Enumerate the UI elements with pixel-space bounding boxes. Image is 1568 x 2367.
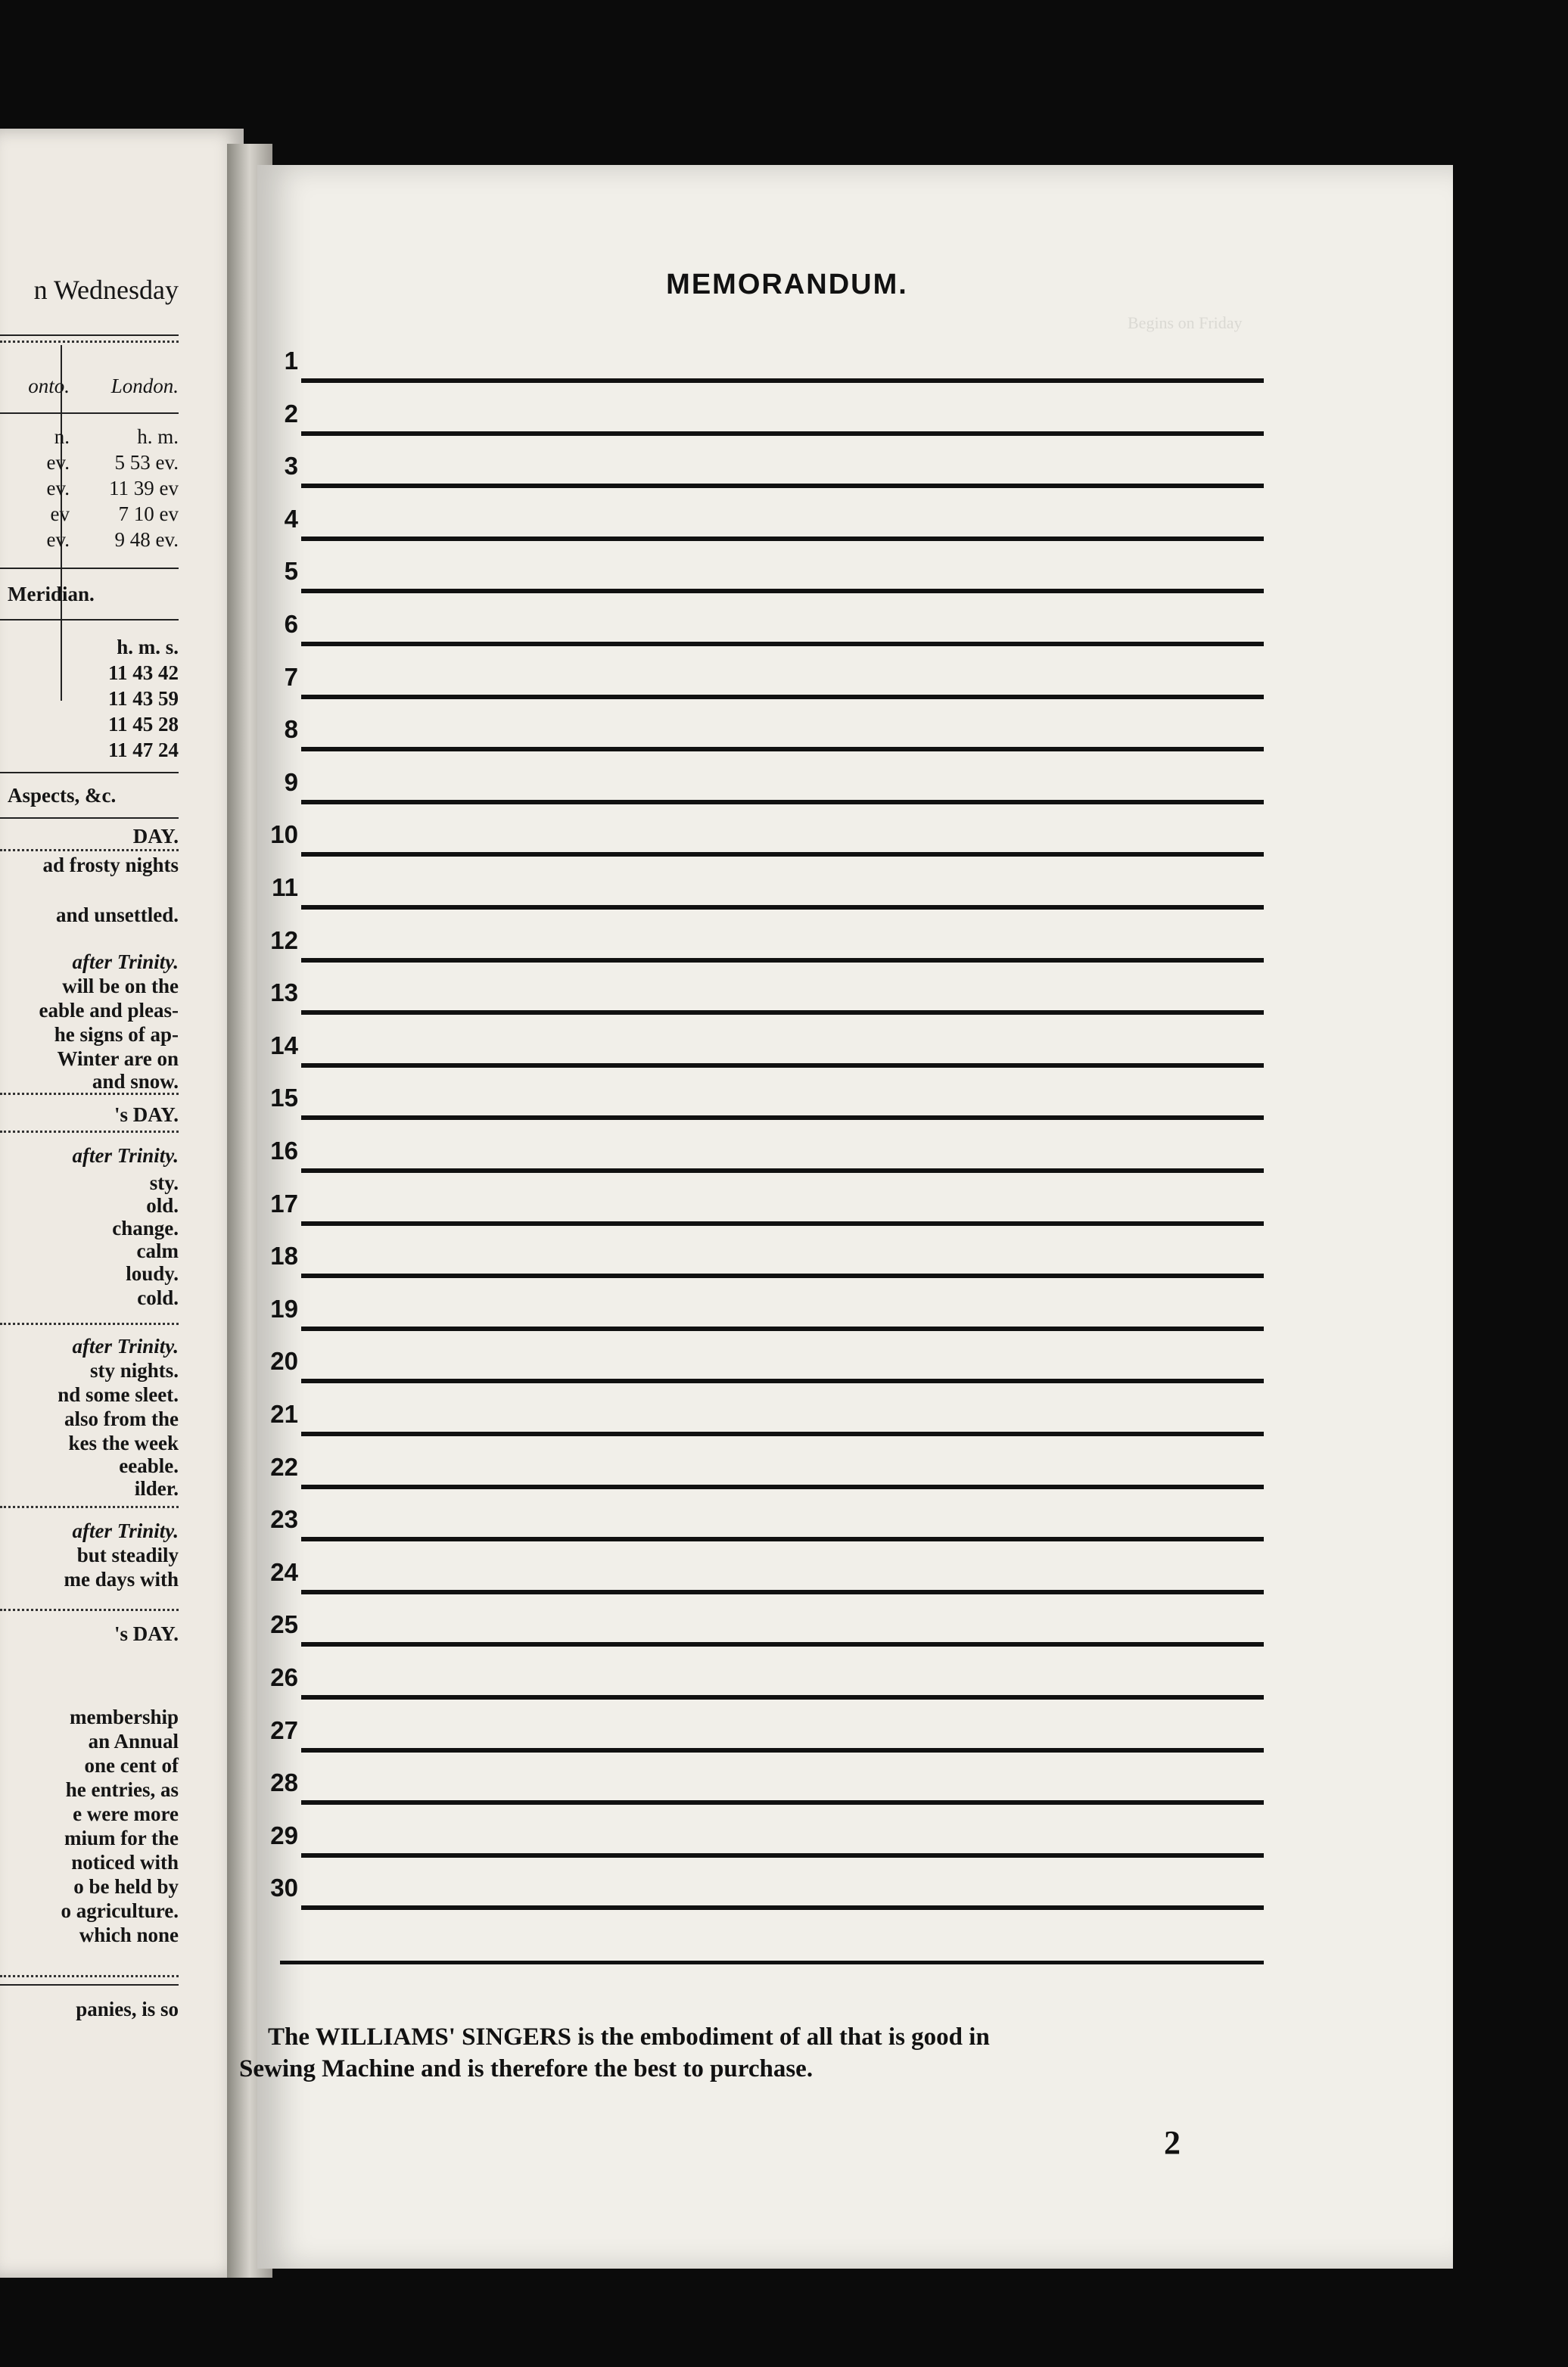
memo-line — [257, 1874, 1453, 1921]
memo-line — [257, 1453, 1453, 1500]
left-page-line: Winter are on — [57, 1047, 179, 1070]
line-number: 11 — [272, 873, 298, 901]
left-page-line: which none — [79, 1924, 179, 1946]
page-title: MEMORANDUM. — [666, 269, 908, 300]
time-london: 7 10 ev — [118, 502, 179, 525]
line-rule — [301, 1327, 1264, 1331]
line-number: 26 — [270, 1663, 298, 1691]
line-number: 13 — [270, 978, 298, 1007]
left-page-line: ad frosty nights — [42, 854, 179, 876]
memo-line — [257, 1558, 1453, 1605]
units-london: h. m. — [137, 425, 179, 448]
left-page-line: sty. — [149, 1171, 179, 1194]
line-number: 30 — [270, 1874, 298, 1902]
memo-line — [257, 1347, 1453, 1394]
left-page-line: and snow. — [92, 1070, 179, 1093]
left-page-line: o be held by — [73, 1875, 179, 1898]
line-rule — [301, 1168, 1264, 1173]
memo-line — [257, 663, 1453, 710]
line-number: 14 — [270, 1031, 298, 1059]
line-rule — [301, 1115, 1264, 1120]
memo-line — [257, 1190, 1453, 1236]
left-page-line: kes the week — [68, 1432, 179, 1454]
memo-line — [257, 347, 1453, 393]
advert-line-1: The WILLIAMS' SINGERS is the embodiment of all that is good in — [268, 2023, 990, 2051]
left-page-line: membership — [70, 1706, 179, 1728]
left-page-dots — [0, 341, 179, 343]
meridian-columns: h. m. s. — [117, 636, 179, 658]
left-page-line: after Trinity. — [72, 950, 179, 973]
left-page-dots — [0, 1609, 179, 1611]
show-through-text: Begins on Friday — [1128, 313, 1243, 332]
line-rule — [301, 1010, 1264, 1015]
left-page-line: an Annual — [88, 1730, 179, 1753]
line-rule — [301, 1748, 1264, 1753]
memo-line — [257, 1768, 1453, 1815]
line-number: 22 — [270, 1452, 298, 1481]
line-number: 6 — [284, 610, 298, 638]
time-london: 9 48 ev. — [114, 528, 179, 551]
bottom-rule — [280, 1961, 1264, 1964]
memo-line — [257, 1663, 1453, 1710]
line-rule — [301, 852, 1264, 857]
left-page-line: cold. — [137, 1286, 179, 1309]
time-toronto: ev — [50, 502, 70, 525]
line-rule — [301, 1642, 1264, 1647]
line-rule — [301, 484, 1264, 488]
left-page-rule — [0, 412, 179, 414]
line-rule — [301, 958, 1264, 963]
line-number: 16 — [270, 1137, 298, 1165]
left-page-header: n Wednesday — [33, 275, 179, 305]
line-number: 21 — [270, 1400, 298, 1428]
line-rule — [301, 800, 1264, 804]
page-number: 2 — [1164, 2124, 1181, 2161]
left-page-line: and unsettled. — [55, 904, 179, 926]
memo-line — [257, 715, 1453, 762]
memo-line — [257, 820, 1453, 867]
line-rule — [301, 1537, 1264, 1541]
line-number: 28 — [270, 1768, 298, 1797]
memo-line — [257, 1031, 1453, 1078]
left-page-line: panies, is so — [76, 1998, 179, 2020]
memo-line — [257, 1610, 1453, 1657]
line-number: 8 — [284, 715, 298, 744]
memo-line — [257, 505, 1453, 552]
time-london: 11 39 ev — [109, 477, 179, 499]
left-page-line: after Trinity. — [72, 1335, 179, 1358]
line-number: 15 — [270, 1084, 298, 1112]
left-page-line: but steadily — [76, 1544, 179, 1566]
line-rule — [301, 378, 1264, 383]
left-page-line: mium for the — [64, 1827, 179, 1849]
left-page-line: noticed with — [71, 1851, 179, 1874]
left-page-dots — [0, 1323, 179, 1325]
line-rule — [301, 431, 1264, 436]
left-page-rule — [0, 817, 179, 819]
memo-line — [257, 873, 1453, 920]
left-page-line: after Trinity. — [72, 1519, 179, 1542]
memo-line — [257, 557, 1453, 604]
left-page-line: old. — [146, 1194, 179, 1217]
line-number: 5 — [284, 557, 298, 586]
left-page-line: e were more — [73, 1802, 179, 1825]
left-page-line: eable and pleas- — [39, 999, 179, 1022]
line-rule — [301, 1432, 1264, 1436]
memo-line — [257, 978, 1453, 1025]
left-page-line: 's DAY. — [114, 1103, 179, 1126]
col-toronto-heading: onto. — [28, 375, 70, 397]
left-page-dots — [0, 1975, 179, 1977]
left-page-rule — [0, 568, 179, 569]
time-toronto: ev. — [46, 528, 70, 551]
line-number: 12 — [270, 925, 298, 954]
line-rule — [301, 1379, 1264, 1383]
memo-line — [257, 1505, 1453, 1552]
line-number: 29 — [270, 1821, 298, 1849]
line-rule — [301, 1221, 1264, 1226]
left-page-line: he signs of ap- — [54, 1023, 179, 1046]
memo-line — [257, 1821, 1453, 1868]
left-page-line: DAY. — [132, 825, 179, 848]
line-number: 19 — [270, 1294, 298, 1323]
line-number: 4 — [284, 504, 298, 533]
line-number: 2 — [284, 399, 298, 428]
line-number: 17 — [270, 1189, 298, 1218]
line-number: 18 — [270, 1242, 298, 1271]
left-page-dots — [0, 1131, 179, 1133]
line-number: 25 — [270, 1610, 298, 1639]
col-london-heading: London. — [110, 375, 179, 397]
memo-line — [257, 610, 1453, 657]
line-rule — [301, 905, 1264, 910]
line-rule — [301, 747, 1264, 751]
left-page-line: ilder. — [134, 1477, 179, 1500]
line-rule — [301, 1485, 1264, 1489]
line-rule — [301, 1853, 1264, 1858]
line-rule — [301, 1063, 1264, 1068]
left-page-rule — [0, 772, 179, 773]
line-number: 10 — [270, 820, 298, 849]
line-number: 20 — [270, 1347, 298, 1376]
left-page-dots — [0, 849, 179, 851]
line-number: 9 — [284, 767, 298, 796]
meridian-row: 11 45 28 — [107, 713, 179, 736]
line-number: 24 — [270, 1557, 298, 1586]
meridian-row: 11 43 42 — [107, 661, 179, 684]
line-rule — [301, 537, 1264, 541]
line-rule — [301, 1905, 1264, 1910]
line-number: 27 — [270, 1715, 298, 1744]
left-page-line: also from the — [64, 1407, 179, 1430]
left-page-dots — [0, 1506, 179, 1508]
line-rule — [301, 1800, 1264, 1805]
left-page-line: sty nights. — [89, 1359, 179, 1382]
time-toronto: ev. — [46, 477, 70, 499]
memo-line — [257, 452, 1453, 499]
memo-line — [257, 400, 1453, 446]
time-london: 5 53 ev. — [114, 451, 179, 474]
memo-line — [257, 1084, 1453, 1131]
left-page-line: he entries, as — [65, 1778, 179, 1801]
memo-line — [257, 1716, 1453, 1763]
line-number: 23 — [270, 1505, 298, 1534]
line-number: 1 — [284, 347, 298, 375]
left-page-line: one cent of — [84, 1754, 179, 1777]
line-rule — [301, 1590, 1264, 1594]
left-page-line: will be on the — [62, 975, 179, 997]
memo-line — [257, 1137, 1453, 1184]
left-page-line: loudy. — [126, 1262, 179, 1285]
memorandum-page — [239, 165, 1453, 2269]
left-page-line: eeable. — [119, 1454, 179, 1477]
memo-lines — [257, 165, 1453, 2269]
left-page-dots — [0, 1093, 179, 1095]
advert-line-2: Sewing Machine and is therefore the best to purchase. — [239, 2055, 814, 2082]
left-page-line: after Trinity. — [72, 1144, 179, 1167]
left-page — [0, 129, 244, 2278]
time-toronto: ev. — [46, 451, 70, 474]
memo-line — [257, 926, 1453, 973]
line-number: 3 — [284, 452, 298, 481]
left-page-rule — [0, 1984, 179, 1986]
units-toronto: n. — [54, 425, 70, 448]
left-page-line: change. — [112, 1217, 179, 1239]
left-page-line: nd some sleet. — [58, 1383, 179, 1406]
meridian-row: 11 43 59 — [107, 687, 179, 710]
left-page-line: 's DAY. — [114, 1622, 179, 1645]
left-page-line: me days with — [64, 1568, 179, 1591]
aspects-heading: Aspects, &c. — [8, 784, 117, 807]
left-page-line: o agriculture. — [61, 1899, 179, 1922]
meridian-row: 11 47 24 — [107, 739, 179, 761]
memo-line — [257, 768, 1453, 815]
line-rule — [301, 1695, 1264, 1700]
left-page-line: calm — [136, 1239, 179, 1262]
line-rule — [301, 642, 1264, 646]
left-page-rule — [0, 334, 179, 336]
line-rule — [301, 695, 1264, 699]
left-page-rule — [0, 619, 179, 621]
meridian-heading: Meridian. — [8, 583, 95, 605]
memo-line — [257, 1295, 1453, 1342]
line-number: 7 — [284, 662, 298, 691]
memo-line — [257, 1242, 1453, 1289]
line-rule — [301, 1274, 1264, 1278]
line-rule — [301, 589, 1264, 593]
memo-line — [257, 1400, 1453, 1447]
